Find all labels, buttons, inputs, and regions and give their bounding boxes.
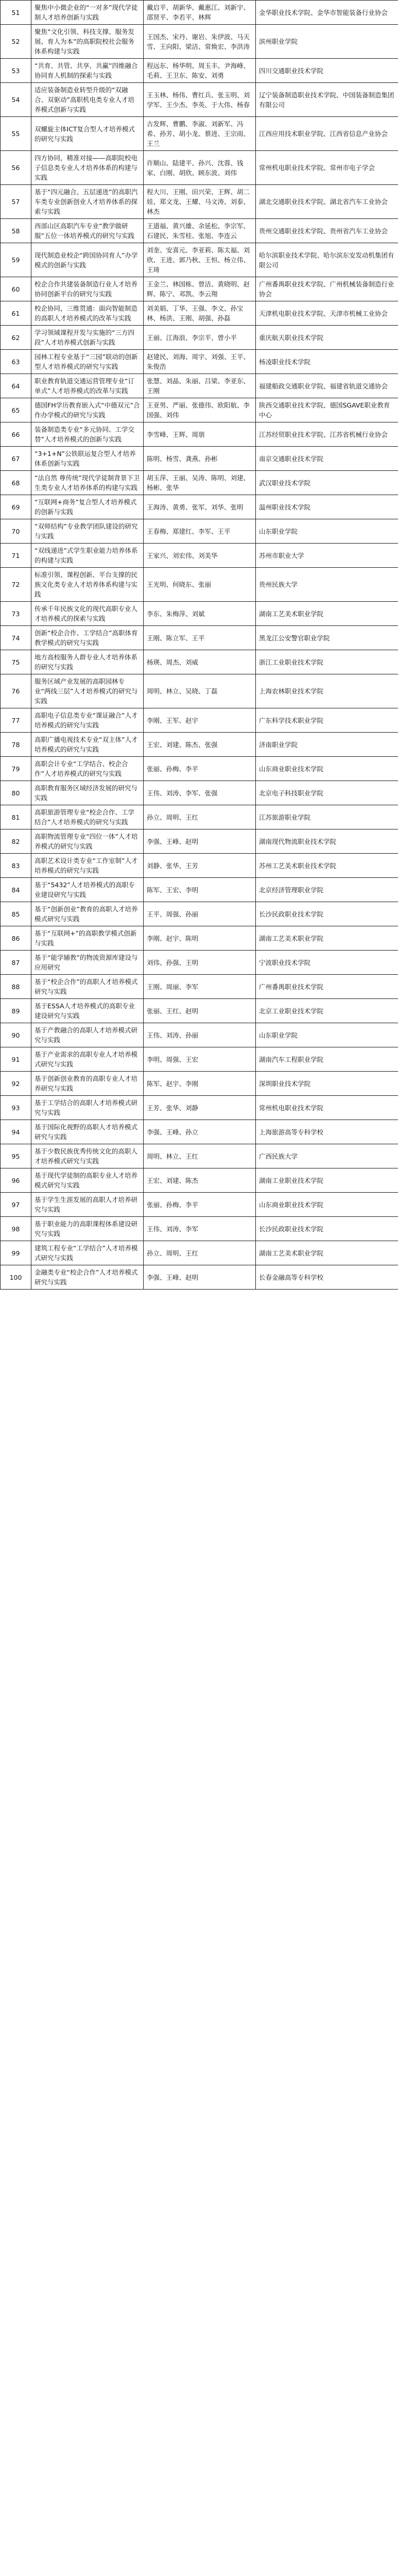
achievement-name: 基于“四元融合、五层递进”的高职汽车类专业创新创业人才培养体系的探索与实践 [31, 185, 144, 219]
institutions: 南京交通职业技术学院 [256, 447, 398, 471]
team-members: 陈明、杨雪、龚燕、孙彬 [144, 447, 256, 471]
institutions: 广州番禺职业技术学院 [256, 975, 398, 999]
row-number: 80 [1, 781, 31, 805]
institutions: 辽宁装备制造职业技术学院、中国装备制造集团有限公司 [256, 83, 398, 117]
institutions: 陕西交通职业技术学院、德国SGAVE职业教育中心 [256, 398, 398, 422]
table-row [1, 185, 398, 219]
row-number: 92 [1, 1072, 31, 1096]
institutions: 湖南工艺美术职业学院 [256, 602, 398, 626]
row-number: 58 [1, 219, 31, 243]
team-members: 李明、周强、王宏 [144, 1047, 256, 1072]
institutions: 杨凌职业技术学院 [256, 350, 398, 374]
team-members: 孙立、周明、王红 [144, 1241, 256, 1265]
institutions: 哈尔滨职业技术学院、哈尔滨东安发动机集团有限公司 [256, 243, 398, 277]
row-number: 72 [1, 568, 31, 602]
table-row [1, 626, 398, 650]
row-number: 83 [1, 854, 31, 878]
institutions: 济南职业学院 [256, 733, 398, 757]
table-row [1, 1265, 398, 1290]
institutions: 江苏经贸职业技术学院、江苏省机械行业协会 [256, 422, 398, 447]
row-number: 57 [1, 185, 31, 219]
row-number: 77 [1, 708, 31, 733]
achievement-name: 基于工学结合的高职人才培养模式研究与实践 [31, 1096, 144, 1120]
table-row [1, 781, 398, 805]
table-row [1, 326, 398, 350]
institutions: 广东科学技术职业学院 [256, 708, 398, 733]
achievement-name: 创新“校企合作、工学结合”高职体育教学模式的研究与实践 [31, 626, 144, 650]
institutions: 江西应用技术职业学院、江西省信息产业协会 [256, 117, 398, 151]
row-number: 97 [1, 1193, 31, 1217]
table-row [1, 1072, 398, 1096]
table-row [1, 25, 398, 59]
row-number: 56 [1, 151, 31, 185]
achievement-name: 基于职业能力的高职课程体系建设研究与实践 [31, 1217, 144, 1241]
row-number: 65 [1, 398, 31, 422]
team-members: 王金兰、林国栋、曾洁、黄晓明、赵辉、陈宁、邓凯、李云翔 [144, 277, 256, 301]
table-row [1, 926, 398, 951]
institutions: 上海农林职业技术学院 [256, 674, 398, 708]
row-number: 86 [1, 926, 31, 951]
table-row [1, 447, 398, 471]
row-number: 52 [1, 25, 31, 59]
row-number: 70 [1, 519, 31, 544]
institutions: 广西民族大学 [256, 1144, 398, 1168]
team-members: 李强、王峰、赵明 [144, 1265, 256, 1290]
row-number: 91 [1, 1047, 31, 1072]
institutions: 山东职业学院 [256, 1023, 398, 1047]
achievement-name: 高职会计专业“工学结合、校企合作”人才培养模式的研究与实践 [31, 757, 144, 781]
achievement-name: “法自然 尊传统”现代学徒制背景下卫生类专业人才培养体系的构建与实践 [31, 471, 144, 495]
team-members: 孙立、周明、王红 [144, 805, 256, 829]
table-row [1, 1217, 398, 1241]
achievement-name: 基于“5432”人才培养模式的高职专业建设研究与实践 [31, 878, 144, 902]
row-number: 87 [1, 951, 31, 975]
table-row [1, 350, 398, 374]
institutions: 浙江工业职业技术学院 [256, 650, 398, 674]
table-row [1, 1120, 398, 1144]
row-number: 54 [1, 83, 31, 117]
table-row [1, 1193, 398, 1217]
team-members: 王国杰、宋丹、谢岩、朱伊波、马天雪、王向阳、梁洁、常焕宏、李洪涛 [144, 25, 256, 59]
team-members: 刘奎、安喜元、李亚莉、陈太福、刘欣、王进、郭乃秋、王恒、杨立伟、王琦 [144, 243, 256, 277]
achievement-name: 基于学生生涯发展的高职人才培养研究与实践 [31, 1193, 144, 1217]
achievement-name: 金融类专业“校企合作”人才培养模式研究与实践 [31, 1265, 144, 1290]
institutions: 北京工业职业技术学院 [256, 999, 398, 1023]
row-number: 95 [1, 1144, 31, 1168]
achievement-name: 高职电子信息类专业“课证融合”人才培养模式的研究与实践 [31, 708, 144, 733]
row-number: 61 [1, 301, 31, 326]
team-members: 王海涛、黄勇、张军、刘华、张明 [144, 495, 256, 519]
row-number: 51 [1, 1, 31, 25]
institutions: 苏州市职业大学 [256, 544, 398, 568]
row-number: 71 [1, 544, 31, 568]
team-members: 王丽、江海浪、李宗平、曾小平 [144, 326, 256, 350]
achievement-name: 基于“校企合作”的高职人才培养模式研究与实践 [31, 975, 144, 999]
row-number: 75 [1, 650, 31, 674]
row-number: 73 [1, 602, 31, 626]
table-row [1, 650, 398, 674]
row-number: 68 [1, 471, 31, 495]
table-row [1, 1023, 398, 1047]
achievement-name: “3+1+N”公铁联运复合型人才培养体系创新与实践 [31, 447, 144, 471]
team-members: 周明、林立、吴晓、丁磊 [144, 674, 256, 708]
institutions: 山东商业职业技术学院 [256, 1193, 398, 1217]
team-members: 张慧、刘晶、朱丽、吕梁、李亚东、王刚 [144, 374, 256, 398]
achievement-name: 聚焦中小微企业的“一对多”现代学徒制人才培养创新与实践 [31, 1, 144, 25]
institutions: 苏州工艺美术职业技术学院 [256, 854, 398, 878]
institutions: 上海旅游高等专科学校 [256, 1120, 398, 1144]
team-members: 王芳、张华、刘静 [144, 1096, 256, 1120]
institutions: 湖南工艺美术职业学院 [256, 1241, 398, 1265]
table-row [1, 975, 398, 999]
achievement-name: 西部山区高职汽车专业“教学做研服”五位一体培养模式的研究与实践 [31, 219, 144, 243]
table-row [1, 219, 398, 243]
achievement-name: 基于产教融合的高职人才培养模式研究与实践 [31, 1023, 144, 1047]
institutions: 贵州交通职业技术学院、贵州省汽车工业协会 [256, 219, 398, 243]
row-number: 84 [1, 878, 31, 902]
row-number: 98 [1, 1217, 31, 1241]
achievement-name: 基于少数民族优秀传统文化的高职人才培养模式研究与实践 [31, 1144, 144, 1168]
institutions: 重庆航天职业技术学院 [256, 326, 398, 350]
achievement-name: 高职物流管理专业“四位一体”人才培养模式的研究与实践 [31, 829, 144, 854]
table-row [1, 568, 398, 602]
team-members: 李强、王峰、赵明 [144, 829, 256, 854]
table-row [1, 398, 398, 422]
institutions: 广州番禺职业技术学院、广州机械装备制造行业协会 [256, 277, 398, 301]
achievement-name: 双螺旋主体ICT复合型人才培养模式的研究与实践 [31, 117, 144, 151]
achievement-name: “共育、共管、共享、共赢”四维融合协同育人机制的探索与实践 [31, 59, 144, 83]
table-row [1, 878, 398, 902]
table-row [1, 471, 398, 495]
table-row [1, 1, 398, 25]
achievement-name: 现代制造业校企“跨国协同育人”办学模式的创新与实践 [31, 243, 144, 277]
achievement-name: 基于“能学辅教”的物流资源库建设与应用研究 [31, 951, 144, 975]
institutions: 湖南汽车工程职业学院 [256, 1047, 398, 1072]
row-number: 85 [1, 902, 31, 926]
team-members: 王亚男、严丽、张德伟、欧阳航、李国强、刘伟 [144, 398, 256, 422]
table-row [1, 495, 398, 519]
achievement-name: 地方高校服务人群专业人才培养体系的研究与实践 [31, 650, 144, 674]
table-row [1, 1096, 398, 1120]
row-number: 100 [1, 1265, 31, 1290]
achievement-name: 校企合作共建装备制造行业人才培养协同创新平台的研究与实践 [31, 277, 144, 301]
team-members: 程大川、王刚、田兴荣、王辉、胡二娃、郑文龙、王耀、马文涛、刘泰、林杰 [144, 185, 256, 219]
table-row [1, 902, 398, 926]
row-number: 55 [1, 117, 31, 151]
institutions: 湖南工艺美术职业学院 [256, 926, 398, 951]
achievement-name: 装备制造类专业“多元协同、工学交替”人才培养模式的创新与实践 [31, 422, 144, 447]
table-row [1, 59, 398, 83]
team-members: 李刚、王军、赵宇 [144, 708, 256, 733]
achievement-name: 德国FH学历教育嵌入式“中德双元”合作办学模式的研究与实践 [31, 398, 144, 422]
team-members: 赵建民、刘海、周宇、刘强、王平、朱俊浩 [144, 350, 256, 374]
table-row [1, 117, 398, 151]
team-members: 王玉林、杨伟、曹红兵、张玉明、刘学军、王少杰、李英、于大伟、杨春 [144, 83, 256, 117]
table-row [1, 733, 398, 757]
institutions: 滨州职业学院 [256, 25, 398, 59]
institutions: 湖北交通职业技术学院、湖北省汽车工业协会 [256, 185, 398, 219]
table-row [1, 544, 398, 568]
achievement-name: 基于国际化视野的高职人才培养模式研究与实践 [31, 1120, 144, 1144]
institutions: 长春金融高等专科学校 [256, 1265, 398, 1290]
table-row [1, 829, 398, 854]
team-members: 李强、王峰、孙立 [144, 1120, 256, 1144]
team-members: 杨瑛、周杰、刘威 [144, 650, 256, 674]
achievement-name: 校企协同，三维贯通：面向智能制造的高职人才培养模式的改革与实践 [31, 301, 144, 326]
table-row [1, 374, 398, 398]
awards-table-body [1, 1, 398, 1290]
table-row [1, 805, 398, 829]
row-number: 82 [1, 829, 31, 854]
team-members: 刘伟、孙强、王明 [144, 951, 256, 975]
team-members: 王刚、周丽、李军 [144, 975, 256, 999]
team-members: 刘美娟、丁华、王强、李文、孙宝林、杨洪、王刚、胡强、孙磊 [144, 301, 256, 326]
team-members: 张丽、孙梅、李平 [144, 757, 256, 781]
institutions: 长沙民政职业技术学院 [256, 1217, 398, 1241]
institutions: 湖南现代物流职业技术学院 [256, 829, 398, 854]
institutions: 北京经济管理职业学院 [256, 878, 398, 902]
team-members: 刘静、张华、王芳 [144, 854, 256, 878]
row-number: 53 [1, 59, 31, 83]
row-number: 60 [1, 277, 31, 301]
team-members: 张丽、王红、赵明 [144, 999, 256, 1023]
row-number: 96 [1, 1168, 31, 1193]
institutions: 北京电子科技职业学院 [256, 781, 398, 805]
achievement-name: 传承千年民族文化的现代高职专业人才培养模式的探索与实践 [31, 602, 144, 626]
institutions: 深圳职业技术学院 [256, 1072, 398, 1096]
row-number: 93 [1, 1096, 31, 1120]
table-row [1, 277, 398, 301]
table-row [1, 1168, 398, 1193]
achievement-name: 基于“创新创业”教育的高职人才培养模式研究与实践 [31, 902, 144, 926]
row-number: 63 [1, 350, 31, 374]
team-members: 王刚、陈立军、王平 [144, 626, 256, 650]
team-members: 王宏、刘建、陈杰 [144, 1168, 256, 1193]
achievement-name: 适应装备制造业转型升级的“双融合、双驱动”高职机电类专业人才培养模式创新与实践 [31, 83, 144, 117]
team-members: 张丽、孙梅、李平 [144, 1193, 256, 1217]
team-members: 胡玉萍、王丽、吴涛、陈明、刘建、杨彬、张华 [144, 471, 256, 495]
table-row [1, 1241, 398, 1265]
achievement-name: 高职艺术设计类专业“工作室制”人才培养模式的研究与实践 [31, 854, 144, 878]
table-row [1, 757, 398, 781]
table-row [1, 999, 398, 1023]
row-number: 79 [1, 757, 31, 781]
team-members: 王伟、刘涛、李军 [144, 1217, 256, 1241]
table-row [1, 422, 398, 447]
row-number: 74 [1, 626, 31, 650]
team-members: 李东、朱梅萍、刘斌 [144, 602, 256, 626]
achievement-name: 高职旅游管理专业“校企合作、工学结合”人才培养模式的研究与实践 [31, 805, 144, 829]
table-row [1, 301, 398, 326]
row-number: 99 [1, 1241, 31, 1265]
team-members: 陈军、赵宇、李刚 [144, 1072, 256, 1096]
achievement-name: 基于现代学徒制的高职专业人才培养模式研究与实践 [31, 1168, 144, 1193]
team-members: 王春梅、郑建红、李军、王平 [144, 519, 256, 544]
achievement-name: “双师结构”专业教学团队建设的研究与实践 [31, 519, 144, 544]
row-number: 78 [1, 733, 31, 757]
table-row [1, 708, 398, 733]
institutions: 长沙民政职业技术学院 [256, 902, 398, 926]
row-number: 64 [1, 374, 31, 398]
team-members: 王宏、刘建、陈杰、张强 [144, 733, 256, 757]
team-members: 李刚、赵宇、陈明 [144, 926, 256, 951]
row-number: 66 [1, 422, 31, 447]
institutions: 湖南工业职业技术学院 [256, 1168, 398, 1193]
institutions: 山东商业职业技术学院 [256, 757, 398, 781]
achievement-name: 聚焦“文化引领、科技支撑、服务发展、育人为本”的高职院校社会服务体系构建与实践 [31, 25, 144, 59]
achievement-name: 高职教育服务区域经济发展的研究与实践 [31, 781, 144, 805]
team-members: 古发辉、曹鹏、李淑、刘新军、冯希、孙芳、胡小龙、蔡进、王宗雨、王兰 [144, 117, 256, 151]
row-number: 59 [1, 243, 31, 277]
institutions: 贵州民族大学 [256, 568, 398, 602]
achievement-name: 建筑工程专业“工学结合”人才培养模式研究与实践 [31, 1241, 144, 1265]
institutions: 常州机电职业技术学院、常州市电子学会 [256, 151, 398, 185]
team-members: 程远东、杨华明、周玉丰、尹海峰、毛莉、王卫东、陈安、刘勇 [144, 59, 256, 83]
team-members: 周明、林立、王红 [144, 1144, 256, 1168]
achievement-name: 基于“互联网+”的高职教学模式创新与实践 [31, 926, 144, 951]
achievement-name: 职业教育轨道交通运营管理专业“订单式”人才培养模式的改革与实践 [31, 374, 144, 398]
achievement-name: 服务区域产业发展的高职园林专业“两线三层”人才培养模式的研究与实践 [31, 674, 144, 708]
achievement-name: 基于创新创业教育的高职专业人才培养研究与实践 [31, 1072, 144, 1096]
institutions: 江苏旅游职业学院 [256, 805, 398, 829]
institutions: 宁波职业技术学院 [256, 951, 398, 975]
row-number: 69 [1, 495, 31, 519]
row-number: 94 [1, 1120, 31, 1144]
achievement-name: 基于产业需求的高职专业人才培养模式研究与实践 [31, 1047, 144, 1072]
team-members: 王平、周强、孙丽 [144, 902, 256, 926]
institutions: 常州机电职业技术学院 [256, 1096, 398, 1120]
achievement-name: “互联网+商务”复合型人才培养模式的创新与实践 [31, 495, 144, 519]
achievement-name: “双线递进”式学生职业能力培养体系的构建与实践 [31, 544, 144, 568]
table-row [1, 1047, 398, 1072]
row-number: 81 [1, 805, 31, 829]
achievement-name: 高职广播电视技术专业“双主体”人才培养模式的研究与实践 [31, 733, 144, 757]
institutions: 四川交通职业技术学院 [256, 59, 398, 83]
achievement-name: 基于ESSA人才培养模式的高职专业建设研究与实践 [31, 999, 144, 1023]
achievement-name: 标准引领、课程创新、平台支撑的民族文化类专业人才培养体系构建与实践 [31, 568, 144, 602]
achievement-name: 园林工程专业基于“三园”联动的创新型人才培养模式的研究与实践 [31, 350, 144, 374]
institutions: 金华职业技术学院、金华市智能装备行业协会 [256, 1, 398, 25]
achievement-name: 四方协同，精准对接——高职院校电子信息类专业人才培养体系的构建与实践 [31, 151, 144, 185]
table-row [1, 951, 398, 975]
table-row [1, 674, 398, 708]
achievement-name: 学习领域课程开发与实施的“三方四段”人才培养模式创新与实践 [31, 326, 144, 350]
table-row [1, 83, 398, 117]
team-members: 许顺山、陆建平、孙兴、沈蓉、钱家、白刚、胡欣、顾东波、刘伟 [144, 151, 256, 185]
team-members: 王道福、黄兴雄、余延松、李宗军、石建民、朱雪桂、张旭、李连云 [144, 219, 256, 243]
row-number: 67 [1, 447, 31, 471]
institutions: 天津机电职业技术学院、天津市机械工业协会 [256, 301, 398, 326]
team-members: 陈军、王宏、李明 [144, 878, 256, 902]
institutions: 温州职业技术学院 [256, 495, 398, 519]
table-row [1, 602, 398, 626]
row-number: 62 [1, 326, 31, 350]
table-row [1, 151, 398, 185]
team-members: 王光明、何晓东、张丽 [144, 568, 256, 602]
team-members: 王家兴、刘宏伟、刘美华 [144, 544, 256, 568]
table-row [1, 243, 398, 277]
team-members: 王伟、刘涛、孙丽 [144, 1023, 256, 1047]
row-number: 76 [1, 674, 31, 708]
table-row [1, 854, 398, 878]
row-number: 88 [1, 975, 31, 999]
team-members: 王伟、刘涛、李军、张强 [144, 781, 256, 805]
institutions: 黑龙江公安警官职业学院 [256, 626, 398, 650]
table-row [1, 1144, 398, 1168]
row-number: 89 [1, 999, 31, 1023]
row-number: 90 [1, 1023, 31, 1047]
institutions: 武汉职业技术学院 [256, 471, 398, 495]
institutions: 福建船政交通职业学院、福建省轨道交通协会 [256, 374, 398, 398]
team-members: 戴启平、胡新华、戴惠江、刘新宇、邵贤平、李若平、林辉 [144, 1, 256, 25]
institutions: 山东职业学院 [256, 519, 398, 544]
team-members: 李雪峰、王辉、周朋 [144, 422, 256, 447]
table-row [1, 519, 398, 544]
